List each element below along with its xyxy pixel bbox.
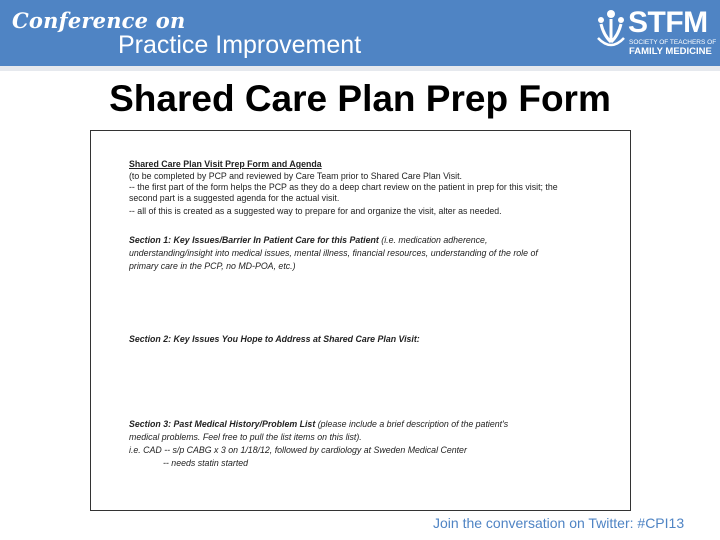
twitter-footer: Join the conversation on Twitter: #CPI13 [433, 515, 685, 531]
stfm-logo-subtitle: SOCIETY OF TEACHERS OF [629, 39, 717, 46]
stfm-logo-name: STFM [628, 6, 708, 39]
section3-line [129, 419, 614, 430]
section2-title: Section 2: Key Issues You Hope to Address at Shared Care Plan Visit: [129, 334, 420, 344]
section3-title: Section 3: Past Medical History/Problem List [129, 419, 316, 429]
header-banner [0, 0, 720, 66]
section3-text-line: medical problems. Feel free to pull the list items on this list). [129, 432, 362, 442]
conference-title-line2: Practice Improvement [118, 31, 362, 59]
stfm-logo-subtitle-2: FAMILY MEDICINE [629, 46, 712, 57]
section1-text-line: understanding/insight into medical issues, mental illness, financial resources, understanding of the role of [129, 248, 538, 258]
conference-title-line1: Conference on [12, 8, 186, 33]
stfm-logo-icon [594, 8, 628, 52]
section1-line [129, 235, 614, 246]
section3-text: (please include a brief description of the patient's [317, 419, 509, 429]
form-intro-line: second part is a suggested agenda for the actual visit. [129, 193, 340, 203]
form-heading: Shared Care Plan Visit Prep Form and Agenda [129, 159, 322, 169]
section1-text: (i.e. medication adherence, [381, 235, 488, 245]
form-intro-line: (to be completed by PCP and reviewed by Care Team prior to Shared Care Plan Visit. [129, 171, 462, 181]
section3-text-line: -- needs statin started [163, 458, 249, 468]
form-document [90, 130, 631, 511]
section1-title: Section 1: Key Issues/Barrier In Patient Care for this Patient [129, 235, 379, 245]
section1-text-line: primary care in the PCP, no MD-POA, etc.) [129, 261, 296, 271]
section3-text-line: i.e. CAD -- s/p CABG x 3 on 1/18/12, followed by cardiology at Sweden Medical Center [129, 445, 467, 455]
form-intro-line: -- all of this is created as a suggested way to prepare for and organize the visit, alter as needed. [129, 206, 502, 216]
slide-title: Shared Care Plan Prep Form [109, 78, 611, 119]
form-intro-line: -- the first part of the form helps the PCP as they do a deep chart review on the patient in prep for this visit; the [129, 182, 558, 192]
header-divider [0, 66, 720, 71]
